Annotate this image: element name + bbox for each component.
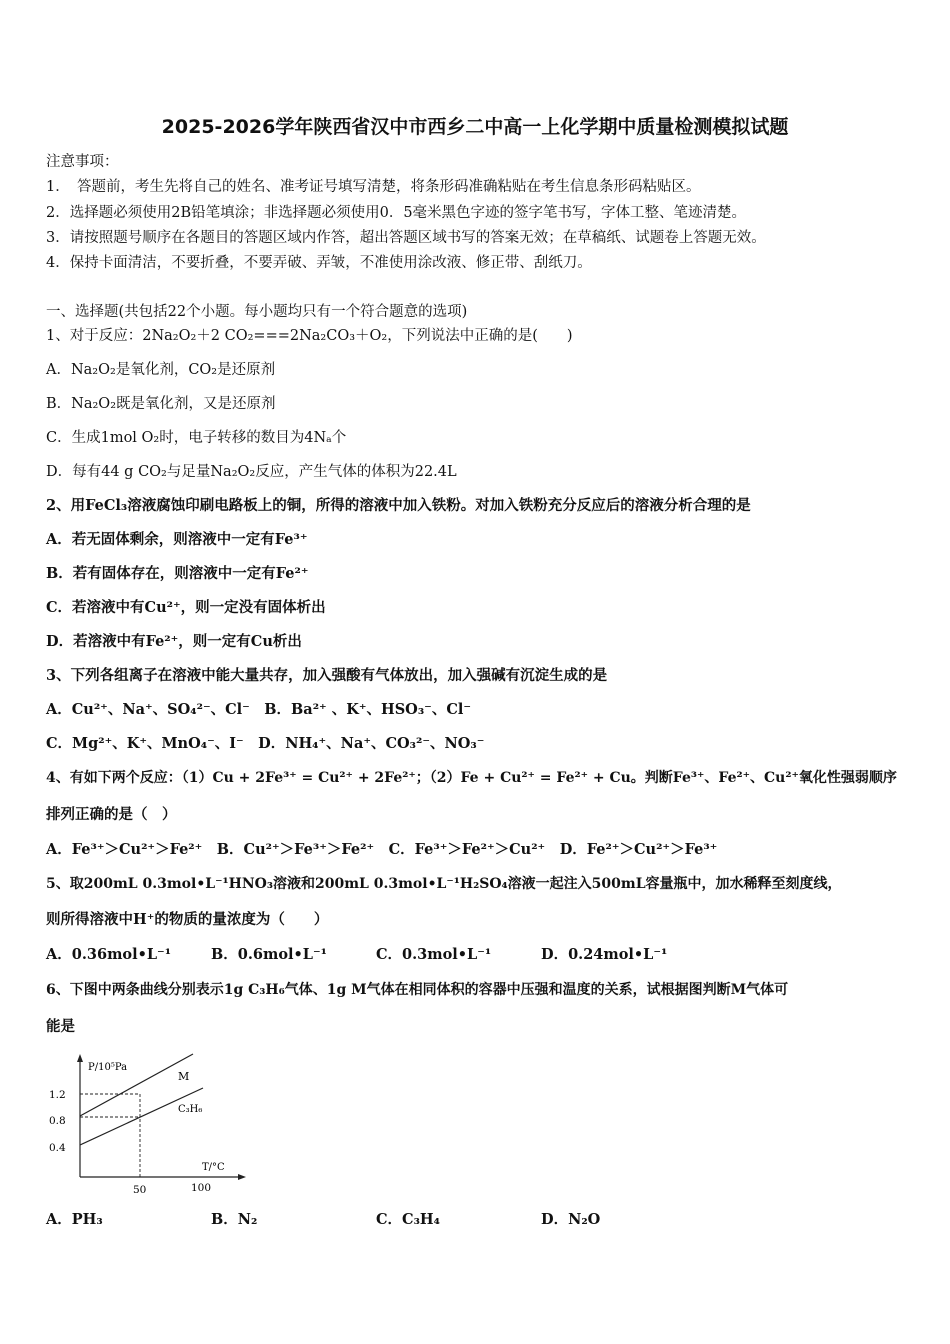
x-tick-100: 100 — [191, 1182, 212, 1194]
line-c3h6 — [80, 1088, 203, 1145]
x-tick-50: 50 — [133, 1184, 147, 1196]
q1-option-a: A．Na₂O₂是氧化剂，CO₂是还原剂 — [46, 362, 276, 378]
q3-options-ab: A．Cu²⁺、Na⁺、SO₄²⁻、Cl⁻ B．Ba²⁺ 、K⁺、HSO₃⁻、Cl⁻ — [46, 701, 472, 718]
q5-option-c: C．0.3mol•L⁻¹ — [376, 946, 492, 963]
q5-option-b: B．0.6mol•L⁻¹ — [211, 946, 327, 963]
q2-option-b: B．若有固体存在，则溶液中一定有Fe²⁺ — [46, 565, 309, 582]
section-heading: 一、选择题(共包括22个小题。每小题均只有一个符合题意的选项) — [46, 304, 468, 320]
q1-stem: 1、对于反应：2Na₂O₂＋2 CO₂===2Na₂CO₃＋O₂，下列说法中正确的是( ) — [46, 328, 573, 344]
q1-option-c: C．生成1mol O₂时，电子转移的数目为4Nₐ个 — [46, 430, 347, 446]
q2-option-a: A．若无固体剩余，则溶液中一定有Fe³⁺ — [46, 531, 308, 548]
q6-option-b: B．N₂ — [211, 1211, 258, 1228]
q6-option-a: A．PH₃ — [46, 1211, 103, 1228]
y-axis-label: P/10⁵Pa — [88, 1062, 128, 1073]
q3-options-cd: C．Mg²⁺、K⁺、MnO₄⁻、I⁻ D．NH₄⁺、Na⁺、CO₃²⁻、NO₃⁻ — [46, 735, 485, 752]
q2-stem: 2、用FeCl₃溶液腐蚀印刷电路板上的铜，所得的溶液中加入铁粉。对加入铁粉充分反应后的溶液分析合理的是 — [46, 497, 751, 514]
q6-option-d: D．N₂O — [541, 1211, 601, 1228]
page-title: 2025-2026学年陕西省汉中市西乡二中高一上化学期中质量检测模拟试题 — [161, 116, 789, 138]
q5-stem-line1: 5、取200mL 0.3mol•L⁻¹HNO₃溶液和200mL 0.3mol•L⁻¹H₂SO₄溶液一起注入500mL容量瓶中，加水稀释至刻度线， — [46, 876, 842, 892]
q1-option-d: D．每有44 g CO₂与足量Na₂O₂反应，产生气体的体积为22.4L — [46, 464, 457, 480]
label-c3h6: C₃H₆ — [178, 1104, 203, 1115]
q6-option-c: C．C₃H₄ — [376, 1211, 440, 1228]
notice-item-1: 1． 答题前，考生先将自己的姓名、准考证号填写清楚，将条形码准确粘贴在考生信息条形码粘贴区。 — [46, 179, 701, 195]
notice-item-3: 3．请按照题号顺序在各题目的答题区域内作答，超出答题区域书写的答案无效；在草稿纸、试题卷上答题无效。 — [46, 230, 766, 246]
pressure-temperature-graph — [46, 1050, 256, 1200]
q5-option-a: A．0.36mol•L⁻¹ — [46, 946, 172, 963]
q6-stem-line1: 6、下图中两条曲线分别表示1g C₃H₆气体、1g M气体在相同体积的容器中压强和温度的关系，试根据图判断M气体可 — [46, 982, 789, 998]
y-tick-0.8: 0.8 — [49, 1115, 66, 1127]
y-axis-arrow — [77, 1054, 83, 1062]
q4-stem-line2: 排列正确的是（ ） — [46, 806, 177, 823]
q5-option-d: D．0.24mol•L⁻¹ — [541, 946, 668, 963]
q5-stem-line2: 则所得溶液中H⁺的物质的量浓度为（ ） — [46, 911, 329, 928]
x-axis-arrow — [238, 1174, 246, 1180]
notice-heading: 注意事项： — [46, 154, 119, 170]
q2-option-c: C．若溶液中有Cu²⁺，则一定没有固体析出 — [46, 599, 326, 616]
q3-stem: 3、下列各组离子在溶液中能大量共存，加入强酸有气体放出，加入强碱有沉淀生成的是 — [46, 667, 608, 684]
q4-stem-line1: 4、有如下两个反应：（1）Cu + 2Fe³⁺ = Cu²⁺ + 2Fe²⁺；（2）Fe + Cu²⁺ = Fe²⁺ + Cu。判断Fe³⁺、Fe²⁺、Cu²⁺氧化性强弱顺序 — [46, 770, 897, 786]
notice-item-4: 4．保持卡面清洁，不要折叠，不要弄破、弄皱，不准使用涂改液、修正带、刮纸刀。 — [46, 255, 592, 271]
x-axis-label: T/°C — [202, 1162, 225, 1173]
q1-option-b: B．Na₂O₂既是氧化剂，又是还原剂 — [46, 396, 276, 412]
label-m: M — [178, 1070, 190, 1083]
y-tick-1.2: 1.2 — [49, 1089, 66, 1101]
notice-item-2: 2．选择题必须使用2B铅笔填涂；非选择题必须使用0．5毫米黑色字迹的签字笔书写，字体工整、笔迹清楚。 — [46, 205, 747, 221]
q4-options: A．Fe³⁺＞Cu²⁺＞Fe²⁺ B．Cu²⁺＞Fe³⁺＞Fe²⁺ C．Fe³⁺＞Fe²⁺＞Cu²⁺ D．Fe²⁺＞Cu²⁺＞Fe³⁺ — [46, 841, 718, 858]
q6-stem-line2: 能是 — [46, 1018, 75, 1035]
y-tick-0.4: 0.4 — [49, 1142, 66, 1154]
q2-option-d: D．若溶液中有Fe²⁺，则一定有Cu析出 — [46, 633, 302, 650]
